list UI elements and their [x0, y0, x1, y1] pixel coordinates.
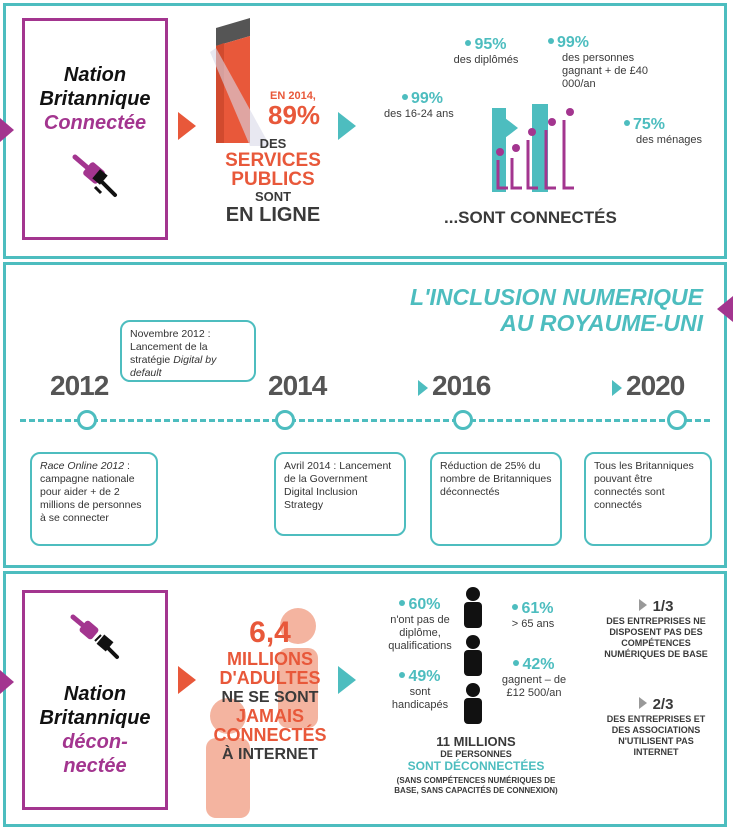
note-2014: Avril 2014 : Lancement de la Government Digital Inclusion Strategy: [274, 452, 406, 536]
year-2014: 2014: [268, 370, 327, 401]
arrow-2020-icon: [612, 380, 622, 396]
timeline-node-2012: [77, 410, 97, 430]
big-number: 6,4: [249, 616, 291, 649]
timeline-title-line1: L'INCLUSION NUMERIQUE: [410, 284, 703, 310]
stat-low-income: 42% gagnent – de £12 500/an: [501, 656, 567, 699]
disconnected-title-box: [22, 590, 168, 810]
timeline-node-2014: [275, 410, 295, 430]
box2-line-3: décon-: [62, 731, 128, 753]
left-pointer-icon: [0, 118, 14, 142]
note-2020: Tous les Britanniques pouvant être connectés sont connectés: [584, 452, 712, 546]
publics-label: PUBLICS: [231, 169, 315, 190]
people-column-icon: [458, 586, 488, 726]
year-2012: 2012: [50, 370, 109, 401]
connected-title-box: [22, 18, 168, 240]
orange-arrow-icon: [178, 112, 196, 140]
right-pointer-icon: [717, 296, 733, 322]
en-ligne-label: EN LIGNE: [225, 204, 321, 226]
unplugged-icon: [65, 611, 125, 661]
year-2020: 2020: [626, 370, 685, 401]
stat-no-diploma: 60% n'ont pas de diplôme, qualifications: [388, 596, 452, 652]
timeline-node-2016: [453, 410, 473, 430]
note-2012: Race Online 2012 : campagne nationale pour aider + de 2 millions de personnes à se connecter: [30, 452, 158, 546]
teal-arrow-icon: [338, 112, 356, 140]
deconnectees-label: SONT DÉCONNECTÉES: [407, 759, 545, 773]
sont-label: SONT: [254, 189, 292, 204]
year-label: EN 2014,: [270, 90, 316, 102]
sans-label: (SANS COMPÉTENCES NUMÉRIQUES DE BASE, SANS CAPACITÉS DE CONNEXION): [394, 776, 558, 795]
box2-line-2: Britannique: [39, 707, 151, 729]
box2-line-1: Nation: [63, 683, 127, 705]
box-line-3: Connectée: [43, 112, 147, 134]
connectes-label: CONNECTÉS: [213, 725, 327, 745]
eleven-million-block: [388, 734, 564, 796]
stat-income: 99% des personnes gagnant + de £40 000/an: [548, 34, 658, 91]
year-2016: 2016: [432, 370, 491, 401]
services-text: [218, 136, 328, 227]
timeline-node-2020: [667, 410, 687, 430]
note-nov-2012: Novembre 2012 : Lancement de la stratégie Digital by default: [120, 320, 256, 382]
box2-line-4: nectée: [63, 755, 127, 777]
box-line-2: Britannique: [39, 88, 151, 110]
ne-se-sont-label: NE SE SONT: [221, 689, 319, 706]
adults-stat: [210, 616, 330, 764]
adultes-label: D'ADULTES: [219, 668, 321, 688]
services-percent: 89%: [268, 100, 321, 130]
stat-one-third: 1/3 DES ENTREPRISES NE DISPOSENT PAS DES COMPÉTENCES NUMÉRIQUES DE BASE: [604, 598, 708, 659]
stat-two-thirds: 2/3 DES ENTREPRISES ET DES ASSOCIATIONS N'UTILISENT PAS INTERNET: [606, 696, 706, 757]
services-label: SERVICES: [225, 150, 321, 171]
millions-label: MILLIONS: [227, 649, 313, 669]
arrow-2016-icon: [418, 380, 428, 396]
connected-bars-icon: [490, 100, 590, 192]
stat-households: 75% des ménages: [624, 116, 714, 147]
de-personnes-label: DE PERSONNES: [440, 749, 512, 759]
timeline-line: [20, 419, 710, 422]
box-line-1: Nation: [63, 64, 127, 86]
orange-arrow-icon-2: [178, 666, 196, 694]
timeline-title: [410, 284, 703, 336]
connected-label: ...SONT CONNECTÉS: [444, 208, 617, 227]
stat-youth: 99% des 16-24 ans: [384, 90, 454, 120]
timeline-title-line2: AU ROYAUME-UNI: [500, 310, 703, 336]
plug-icon: [65, 149, 125, 199]
stat-graduates: 95% des diplômés: [453, 36, 519, 66]
des-label: DES: [259, 136, 287, 151]
jamais-label: JAMAIS: [235, 706, 304, 726]
stat-handicap: 49% sont handicapés: [391, 668, 449, 711]
a-internet-label: À INTERNET: [222, 746, 318, 763]
left-pointer-icon-2: [0, 670, 14, 694]
stat-over-65: 61% > 65 ans: [511, 600, 555, 630]
eleven-label: 11 MILLIONS: [436, 734, 516, 749]
bar-3d-icon: [210, 18, 270, 146]
teal-arrow-icon-2: [338, 666, 356, 694]
note-2016: Réduction de 25% du nombre de Britanniques déconnectés: [430, 452, 562, 546]
